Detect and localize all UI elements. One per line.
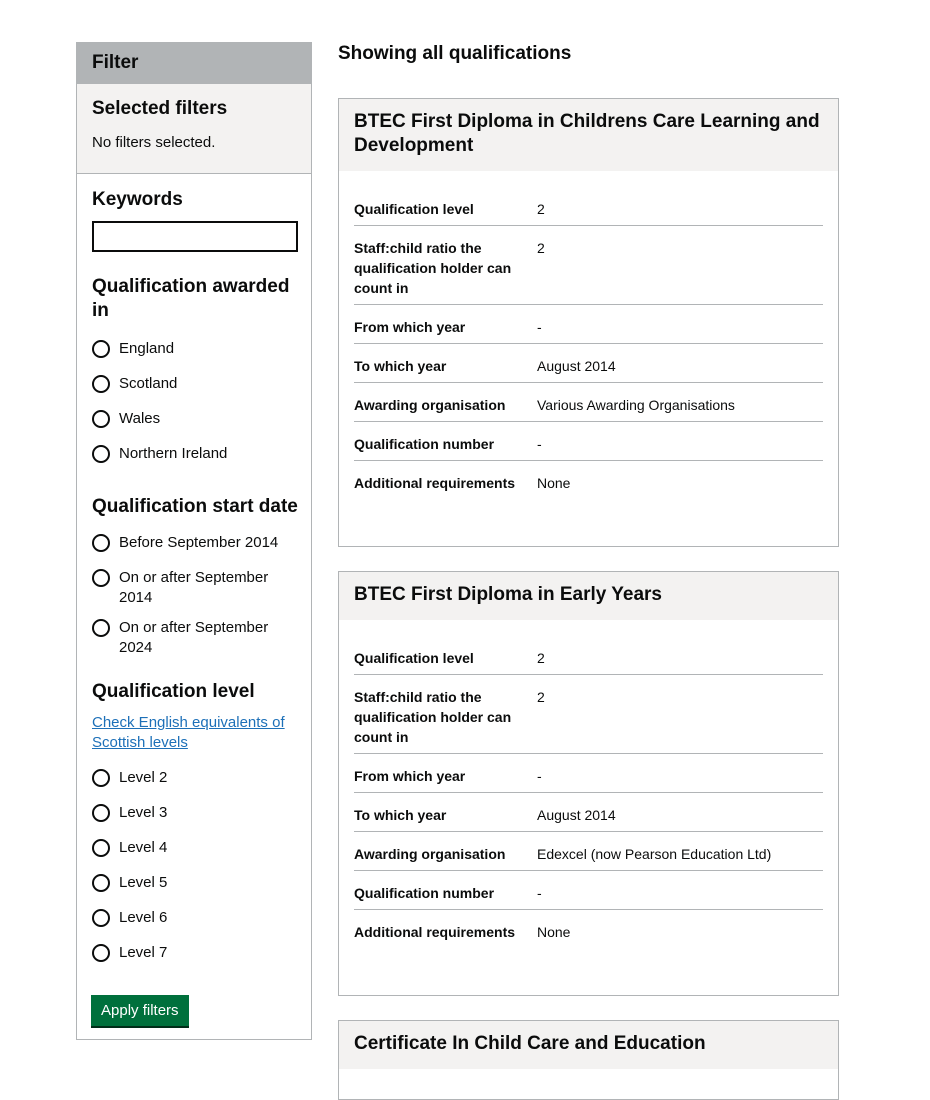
radio-circle-icon[interactable] bbox=[92, 445, 110, 463]
detail-value: 2 bbox=[537, 650, 545, 666]
detail-value: 2 bbox=[537, 240, 545, 256]
detail-value: - bbox=[537, 768, 542, 784]
radio-circle-icon[interactable] bbox=[92, 410, 110, 428]
detail-value: August 2014 bbox=[537, 807, 616, 823]
radio-after-sep-2024[interactable] bbox=[92, 619, 279, 658]
radio-level-5[interactable] bbox=[92, 874, 279, 893]
radio-label: Before September 2014 bbox=[119, 534, 279, 551]
detail-value: None bbox=[537, 475, 571, 491]
detail-key: Awarding organisation bbox=[354, 846, 506, 862]
radio-level-6[interactable] bbox=[92, 909, 279, 928]
radio-circle-icon[interactable] bbox=[92, 909, 110, 927]
detail-key: Staff:child ratio the qualification holder can count in bbox=[354, 240, 512, 296]
radio-label: On or after September 2014 bbox=[119, 569, 269, 606]
detail-key: To which year bbox=[354, 807, 447, 823]
qualification-title: Certificate In Child Care and Education bbox=[339, 1021, 838, 1069]
detail-row-number bbox=[354, 422, 823, 461]
radio-circle-icon[interactable] bbox=[92, 839, 110, 857]
radio-wales[interactable] bbox=[92, 410, 279, 429]
results-heading: Showing all qualifications bbox=[338, 43, 572, 64]
start-date-heading: Qualification start date bbox=[92, 496, 298, 517]
detail-value: Edexcel (now Pearson Education Ltd) bbox=[537, 846, 772, 862]
detail-value: None bbox=[537, 924, 571, 940]
detail-value: Various Awarding Organisations bbox=[537, 397, 735, 413]
detail-key: From which year bbox=[354, 319, 466, 335]
detail-key: Staff:child ratio the qualification holder can count in bbox=[354, 689, 512, 745]
detail-key: Additional requirements bbox=[354, 924, 516, 940]
radio-circle-icon[interactable] bbox=[92, 874, 110, 892]
keywords-heading: Keywords bbox=[92, 189, 183, 210]
radio-circle-icon[interactable] bbox=[92, 340, 110, 358]
detail-value: 2 bbox=[537, 689, 545, 705]
detail-row-additional bbox=[354, 461, 823, 499]
detail-row-level bbox=[354, 636, 823, 675]
radio-label: Level 2 bbox=[119, 769, 168, 786]
radio-circle-icon[interactable] bbox=[92, 534, 110, 552]
radio-before-sep-2014[interactable] bbox=[92, 534, 279, 553]
radio-england[interactable] bbox=[92, 340, 279, 359]
detail-key: From which year bbox=[354, 768, 466, 784]
radio-label: Level 3 bbox=[119, 804, 168, 821]
qualification-title: BTEC First Diploma in Early Years bbox=[339, 572, 838, 620]
level-heading: Qualification level bbox=[92, 681, 255, 702]
radio-level-7[interactable] bbox=[92, 944, 279, 963]
qualification-card bbox=[338, 98, 839, 547]
radio-circle-icon[interactable] bbox=[92, 944, 110, 962]
selected-filters-text: No filters selected. bbox=[92, 134, 216, 151]
radio-level-2[interactable] bbox=[92, 769, 279, 788]
radio-label: England bbox=[119, 340, 175, 357]
radio-circle-icon[interactable] bbox=[92, 375, 110, 393]
detail-row-additional bbox=[354, 910, 823, 948]
apply-filters-button[interactable]: Apply filters bbox=[91, 995, 189, 1026]
radio-circle-icon[interactable] bbox=[92, 804, 110, 822]
detail-value: August 2014 bbox=[537, 358, 616, 374]
detail-key: Qualification number bbox=[354, 885, 495, 901]
awarded-heading: Qualification awarded in bbox=[92, 276, 290, 321]
radio-label: On or after September 2024 bbox=[119, 619, 269, 656]
radio-label: Wales bbox=[119, 410, 161, 427]
detail-row-org bbox=[354, 383, 823, 422]
detail-row-org bbox=[354, 832, 823, 871]
radio-label: Level 7 bbox=[119, 944, 168, 961]
radio-level-3[interactable] bbox=[92, 804, 279, 823]
radio-scotland[interactable] bbox=[92, 375, 279, 394]
radio-level-4[interactable] bbox=[92, 839, 279, 858]
qualification-details bbox=[339, 171, 838, 513]
filter-panel bbox=[76, 42, 312, 1040]
selected-filters bbox=[77, 84, 311, 174]
radio-label: Level 6 bbox=[119, 909, 168, 926]
radio-label: Northern Ireland bbox=[119, 445, 228, 462]
detail-key: To which year bbox=[354, 358, 447, 374]
detail-value: - bbox=[537, 319, 542, 335]
qualification-card bbox=[338, 1020, 839, 1100]
detail-key: Qualification level bbox=[354, 201, 474, 217]
detail-row-ratio bbox=[354, 226, 823, 305]
filter-title: Filter bbox=[77, 43, 311, 84]
detail-row-ratio bbox=[354, 675, 823, 754]
detail-key: Additional requirements bbox=[354, 475, 516, 491]
detail-row-to bbox=[354, 793, 823, 832]
detail-value: - bbox=[537, 436, 542, 452]
radio-circle-icon[interactable] bbox=[92, 769, 110, 787]
scottish-levels-link[interactable]: Check English equivalents of Scottish levels bbox=[92, 714, 285, 751]
selected-filters-heading: Selected filters bbox=[92, 98, 228, 119]
radio-circle-icon[interactable] bbox=[92, 569, 110, 587]
radio-northern-ireland[interactable] bbox=[92, 445, 279, 464]
radio-circle-icon[interactable] bbox=[92, 619, 110, 637]
detail-value: 2 bbox=[537, 201, 545, 217]
detail-row-from bbox=[354, 754, 823, 793]
keywords-input[interactable] bbox=[92, 221, 298, 252]
qualification-details bbox=[339, 620, 838, 962]
detail-key: Awarding organisation bbox=[354, 397, 506, 413]
detail-row-level bbox=[354, 187, 823, 226]
radio-after-sep-2014[interactable] bbox=[92, 569, 279, 608]
detail-key: Qualification number bbox=[354, 436, 495, 452]
detail-row-to bbox=[354, 344, 823, 383]
detail-value: - bbox=[537, 885, 542, 901]
detail-row-from bbox=[354, 305, 823, 344]
qualification-title: BTEC First Diploma in Childrens Care Learning and Development bbox=[339, 99, 838, 171]
qualification-card bbox=[338, 571, 839, 996]
detail-row-number bbox=[354, 871, 823, 910]
radio-label: Level 4 bbox=[119, 839, 168, 856]
detail-key: Qualification level bbox=[354, 650, 474, 666]
radio-label: Scotland bbox=[119, 375, 178, 392]
radio-label: Level 5 bbox=[119, 874, 168, 891]
